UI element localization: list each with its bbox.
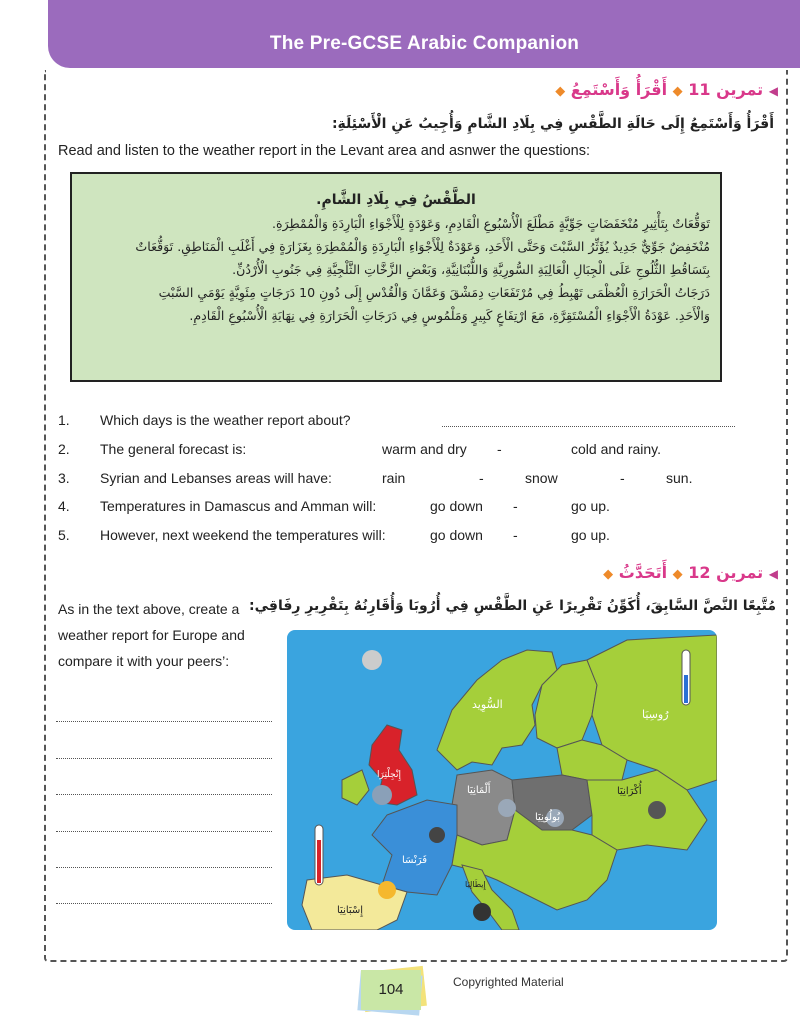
- writing-line[interactable]: [56, 902, 272, 904]
- passage-line: بِتَسَاقُطِ الثُّلُوجِ عَلَى الْجِبَالِ الْعَالِيَةِ السُّورِيَّةِ وَاللُّبْنَانِيَّةِ، وَبَعْضِ الزَّخَّاتِ الثَّلْجِيَّةِ فِي جَنُوبِ الْأُرْدُنِّ.: [232, 262, 710, 277]
- passage-line: مُنْخَفِضٌ جَوِّيٌّ جَدِيدٌ يُؤَثِّرُ السَّبْتَ وَحَتَّى الْأَحَدِ، وَعَوْدَةٌ لِلْأَجْوَاءِ الْبَارِدَةِ وَالْمُمْطِرَةِ بِغَزَارَةٍ فِي أَغْلَبِ الْمَنَاطِقِ. تَوَقُّعَاتٌ: [135, 239, 710, 254]
- question-number: 2.: [58, 441, 70, 457]
- question-1: [58, 412, 748, 432]
- exercise-12-title: أَتَحَدَّثُ: [618, 563, 668, 582]
- option-warm-dry[interactable]: warm and dry: [382, 441, 467, 457]
- question-number: 1.: [58, 412, 70, 428]
- arrow-left-icon: ◀: [768, 84, 778, 98]
- label-poland: بُولُونِيَا: [535, 812, 561, 823]
- exercise-11-heading: [555, 80, 778, 99]
- option-separator: -: [479, 470, 484, 486]
- question-text: Which days is the weather report about?: [100, 412, 351, 428]
- exercise-11-instruction-arabic: أَقْرَأُ وَأَسْتَمِعُ إِلَى حَالَةِ الطَّقْسِ فِي بِلَادِ الشَّامِ وَأُجِيبُ عَنِ الْأَسْئِلَةِ:: [331, 116, 774, 132]
- exercise-11-title: أَقْرَأُ وَأَسْتَمِعُ: [570, 80, 668, 99]
- option-separator: -: [513, 498, 518, 514]
- header-banner: [48, 0, 800, 68]
- label-england: إِنْجِلْتِرَا: [377, 770, 401, 780]
- label-sweden: السُّوِيد: [472, 698, 503, 711]
- option-separator: -: [513, 527, 518, 543]
- writing-line[interactable]: [56, 720, 272, 722]
- map-svg: [287, 630, 717, 930]
- option-separator: -: [497, 441, 502, 457]
- storm-cloud-icon: [473, 903, 491, 921]
- passage-line: دَرَجَاتُ الْحَرَارَةِ الْعُظْمَى تَهْبِطُ فِي مُرْتَفَعَاتِ دِمَشْقَ وَعَمَّانَ وَالْقُدْسِ إِلَى دُونِ 10 دَرَجَاتٍ مِئَوِيَّةٍ يَوْمَيِ السَّبْتِ: [158, 285, 710, 300]
- label-france: فَرَنْسَا: [402, 855, 428, 866]
- snow-cloud-icon: [498, 799, 516, 817]
- diamond-icon: ◆: [555, 84, 566, 99]
- writing-line[interactable]: [56, 866, 272, 868]
- snow-cloud-icon: [362, 650, 382, 670]
- exercise-12-instruction-arabic: مُتَّبِعًا النَّصَّ السَّابِقَ، أُكَوِّنُ تَقْرِيرًا عَنِ الطَّقْسِ فِي أُرُوبَا وَأُقَارِنُهُ بِتَقْرِيرِ رِفَاقِي:: [249, 598, 776, 614]
- question-text: Temperatures in Damascus and Amman will:: [100, 498, 377, 514]
- question-text: Syrian and Lebanses areas will have:: [100, 470, 332, 486]
- question-number: 5.: [58, 527, 70, 543]
- writing-line[interactable]: [56, 830, 272, 832]
- label-italy: إِيطَالِيَا: [465, 880, 486, 889]
- question-4: [58, 498, 748, 518]
- exercise-11-instruction-english: Read and listen to the weather report in the Levant area and asnwer the questions:: [58, 143, 591, 159]
- europe-weather-map: [287, 630, 717, 930]
- passage-line: تَوَقُّعَاتٌ بِتَأْثِيرِ مُنْخَفَضَاتٍ جَوِّيَّةٍ مَطْلَعَ الْأُسْبُوعِ الْقَادِمِ، وَعَوْدَةٍ لِلْأَجْوَاءِ الْبَارِدَةِ وَالْمُمْطِرَةِ.: [272, 216, 710, 231]
- passage-title: الطَّقْسُ فِي بِلَادِ الشَّامِ.: [316, 192, 476, 208]
- arrow-left-icon: ◀: [768, 567, 778, 581]
- question-5: [58, 527, 748, 547]
- copyright-notice: Copyrighted Material: [453, 975, 564, 989]
- label-ukraine: أُكْرَانِيَا: [617, 786, 642, 797]
- option-go-up[interactable]: go up.: [571, 498, 610, 514]
- option-sun[interactable]: sun.: [666, 470, 693, 486]
- option-separator: -: [620, 470, 625, 486]
- label-germany: أَلْمَانِيَا: [467, 785, 491, 796]
- question-3: [58, 470, 748, 490]
- question-2: [58, 441, 748, 461]
- page-number-badge: [355, 965, 427, 1015]
- question-number: 4.: [58, 498, 70, 514]
- answer-dotted-line[interactable]: [442, 416, 735, 427]
- exercise-12-instruction-english: As in the text above, create a weather report for Europe and compare it with your peers’:: [58, 601, 245, 669]
- weather-passage-box: [70, 172, 722, 382]
- diamond-icon: ◆: [603, 567, 614, 582]
- option-go-up[interactable]: go up.: [571, 527, 610, 543]
- question-text: The general forecast is:: [100, 441, 247, 457]
- option-go-down[interactable]: go down: [430, 527, 483, 543]
- option-rain[interactable]: rain: [382, 470, 406, 486]
- rain-cloud-icon: [372, 785, 392, 805]
- writing-line[interactable]: [56, 757, 272, 759]
- exercise-12-number: تمرين 12: [688, 563, 764, 582]
- exercise-11-number: تمرين 11: [688, 80, 764, 99]
- page-number: 104: [361, 970, 421, 1010]
- book-title: The Pre-GCSE Arabic Companion: [269, 33, 580, 54]
- diamond-icon: ◆: [672, 84, 683, 99]
- exercise-12-heading: [603, 563, 778, 582]
- option-snow[interactable]: snow: [525, 470, 558, 486]
- rain-cloud-icon: [648, 801, 666, 819]
- question-text: However, next weekend the temperatures will:: [100, 527, 386, 543]
- passage-line: وَالْأَحَدِ. عَوْدَةُ الْأَجْوَاءِ الْمُسْتَقِرَّةِ، مَعَ ارْتِفَاعٍ كَبِيرٍ وَمَلْمُوسٍ فِي دَرَجَاتِ الْحَرَارَةِ فِي نِهَايَةِ الْأُسْبُوعِ الْقَادِمِ.: [189, 308, 710, 323]
- label-spain: إِسْبَانِيَا: [337, 905, 364, 916]
- diamond-icon: ◆: [672, 567, 683, 582]
- label-russia: رُوسِيَا: [642, 708, 669, 721]
- writing-line[interactable]: [56, 793, 272, 795]
- question-number: 3.: [58, 470, 70, 486]
- storm-cloud-icon: [429, 827, 445, 843]
- sun-cloud-icon: [378, 881, 396, 899]
- option-go-down[interactable]: go down: [430, 498, 483, 514]
- option-cold-rainy[interactable]: cold and rainy.: [571, 441, 662, 457]
